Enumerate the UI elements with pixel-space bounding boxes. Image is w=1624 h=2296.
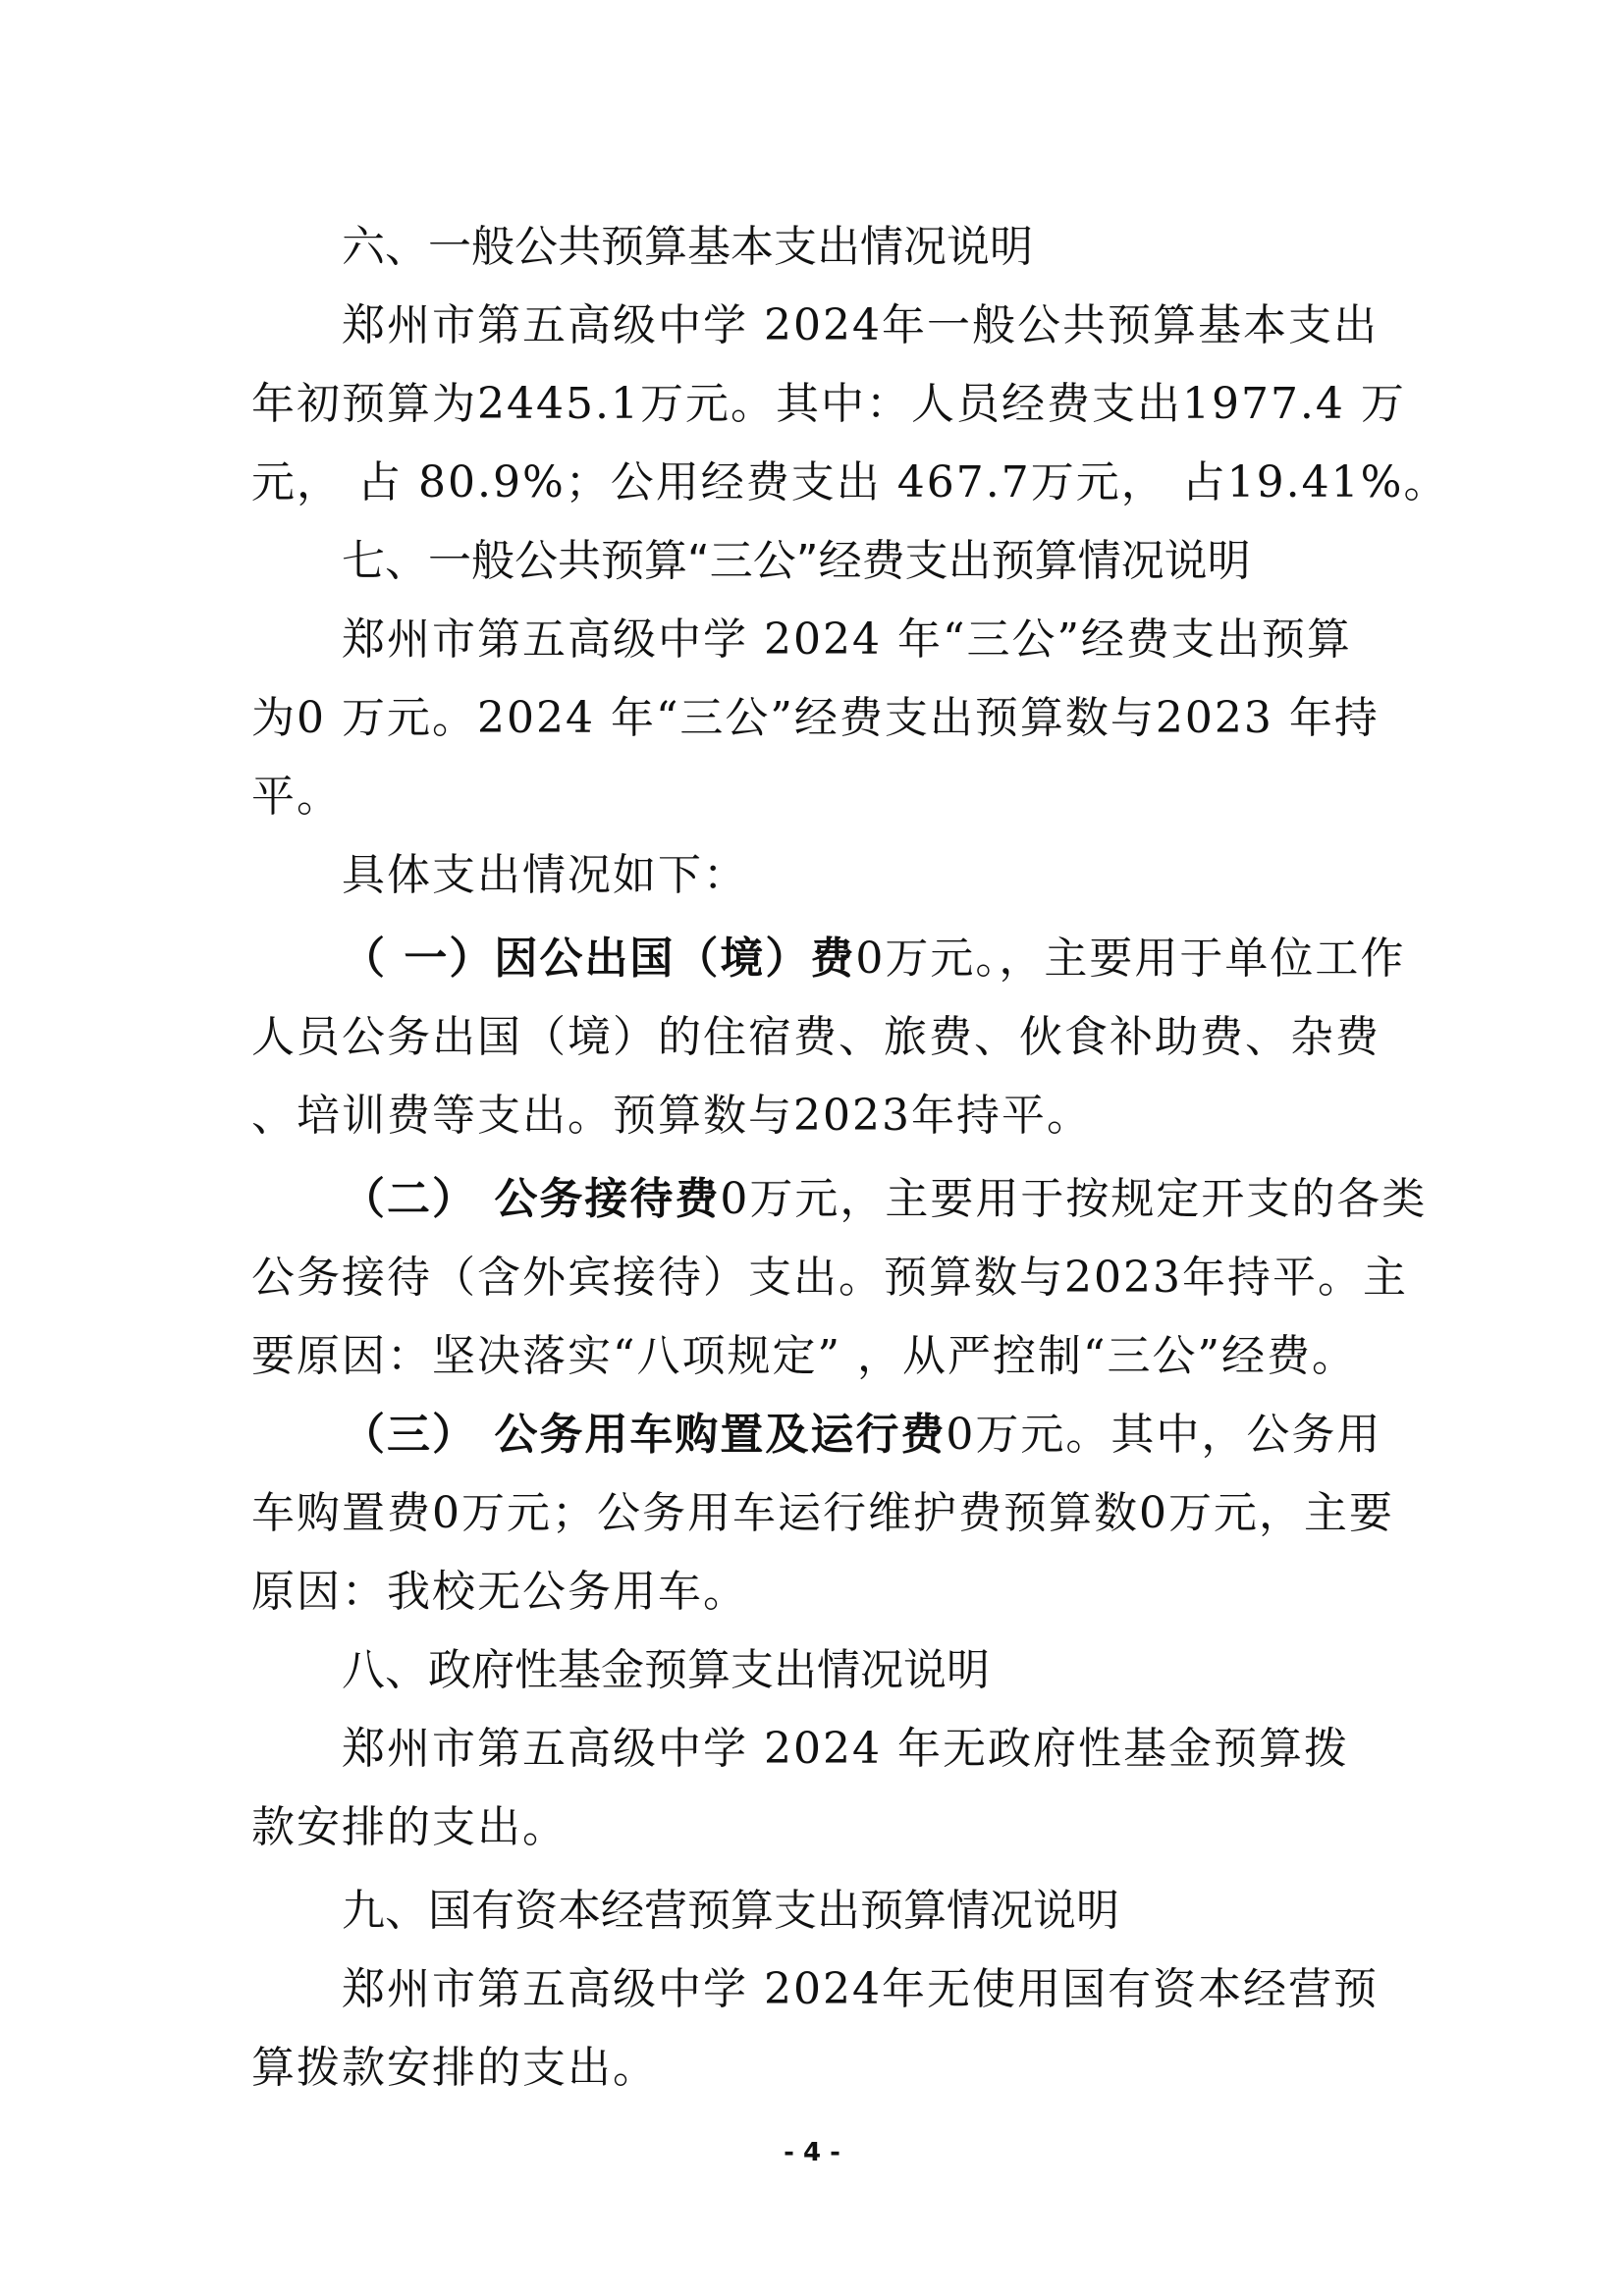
paragraph-line: 郑州市第五高级中学 2024 年无政府性基金预算拨 <box>342 1724 1349 1774</box>
paragraph-line: 为0 万元。2024 年“三公”经费支出预算数与2023 年持 <box>251 693 1380 743</box>
item-first-line <box>251 1406 1381 1465</box>
paragraph-line: 郑州市第五高级中学 2024 年“三公”经费支出预算 <box>342 614 1352 665</box>
section-heading-6: 六、一般公共预算基本支出情况说明 <box>342 222 1033 272</box>
item-text: 0万元，主要用于按规定开支的各类 <box>720 1174 1428 1224</box>
paragraph-line: 平。 <box>251 772 342 822</box>
paragraph-line: 元， 占 80.9%；公用经费支出 467.7万元， 占19.41%。 <box>251 457 1449 507</box>
paragraph-line: 年初预算为2445.1万元。其中：人员经费支出1977.4 万 <box>251 379 1406 429</box>
page-number: - 4 - <box>784 2138 840 2167</box>
item-text: 0万元。，主要用于单位工作 <box>855 934 1406 984</box>
item-first-line <box>251 930 1405 988</box>
section-heading-7: 七、一般公共预算“三公”经费支出预算情况说明 <box>342 536 1251 586</box>
item-label: （二） 公务接待费 <box>342 1174 721 1224</box>
section-heading-9: 九、国有资本经营预算支出预算情况说明 <box>342 1886 1119 1936</box>
paragraph-line: 要原因：坚决落实“八项规定” ，从严控制“三公”经费。 <box>251 1331 1357 1381</box>
paragraph-line: 具体支出情况如下： <box>342 850 748 900</box>
item-label: （三） 公务用车购置及运行费 <box>342 1410 947 1460</box>
paragraph-line: 、培训费等支出。预算数与2023年持平。 <box>251 1091 1092 1141</box>
paragraph-line: 原因：我校无公务用车。 <box>251 1567 748 1617</box>
paragraph-line: 款安排的支出。 <box>251 1802 568 1852</box>
section-heading-8: 八、政府性基金预算支出情况说明 <box>342 1645 990 1695</box>
paragraph-line: 算拨款安排的支出。 <box>251 2043 658 2093</box>
item-text: 0万元。其中，公务用 <box>946 1410 1382 1460</box>
paragraph-line: 车购置费0万元；公务用车运行维护费预算数0万元，主要 <box>251 1488 1394 1538</box>
paragraph-line: 人员公务出国（境）的住宿费、旅费、伙食补助费、杂费 <box>251 1012 1380 1062</box>
paragraph-line: 公务接待（含外宾接待）支出。预算数与2023年持平。主 <box>251 1253 1408 1303</box>
paragraph-line: 郑州市第五高级中学 2024年一般公共预算基本支出 <box>342 300 1379 350</box>
item-first-line <box>251 1170 1427 1229</box>
paragraph-line: 郑州市第五高级中学 2024年无使用国有资本经营预 <box>342 1964 1379 2014</box>
item-label: （ 一）因公出国（境）费 <box>342 934 856 984</box>
